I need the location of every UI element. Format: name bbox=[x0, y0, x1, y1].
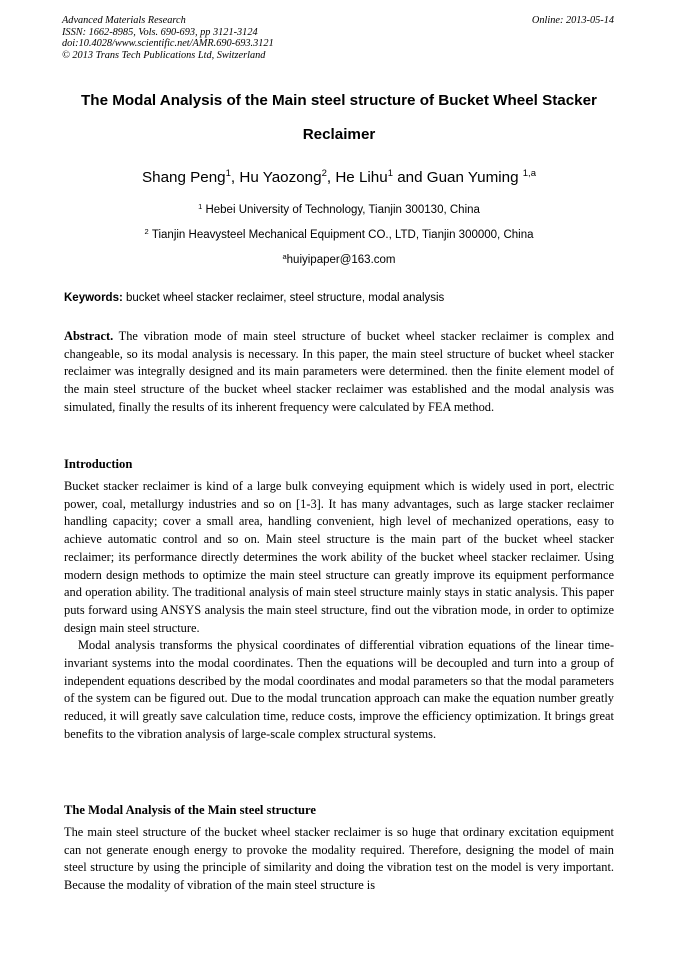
author-affiliation-mark: 1,a bbox=[522, 168, 536, 179]
author-list bbox=[40, 168, 638, 188]
abstract bbox=[64, 328, 614, 417]
keywords-text: bucket wheel stacker reclaimer, steel structure, modal analysis bbox=[126, 292, 445, 304]
paper-title-line-1: The Modal Analysis of the Main steel structure of Bucket Wheel Stacker bbox=[81, 92, 597, 109]
section2-body bbox=[64, 824, 614, 895]
affiliation-2 bbox=[40, 228, 638, 242]
doi-line: doi:10.4028/www.scientific.net/AMR.690-693.3121 bbox=[62, 38, 274, 50]
affiliation-text: Hebei University of Technology, Tianjin 300130, China bbox=[205, 204, 480, 216]
author-separator: , bbox=[326, 169, 336, 186]
online-date: Online: 2013-05-14 bbox=[531, 15, 614, 26]
author-email: huiyipaper@163.com bbox=[286, 254, 396, 266]
section-heading-modal-analysis: The Modal Analysis of the Main steel structure bbox=[64, 803, 316, 817]
paragraph: Bucket stacker reclaimer is kind of a large bulk conveying equipment which is widely used in port, electric power, coal, metallurgy industries and so on [1-3]. It has many advantages, such as large stacker reclaimer handling capacity; cover a small area, handling convenient, high level of mechanized operations, easy to achieve automatic control and so on. Main steel structure is the main part of the bucket wheel stacker reclaimer; its performance directly determines the work ability of the bucket wheel stacker reclaimer. Using modern design methods to optimize the main steel structure can greatly improve its equipment performance and operation ability. The traditional analysis of main steel structure mainly stays in static analysis. This paper puts forward using ANSYS analysis the main steel structure, find out the vibration mode, in order to optimize design main steel structure. bbox=[64, 479, 614, 635]
abstract-text: The vibration mode of main steel structure of bucket wheel stacker reclaimer is complex and changeable, so its modal analysis is necessary. In this paper, the main steel structure of bucket wheel stacker reclaimer was integrally designed and its main parameters were determined. then the finite element model of the main steel structure of the bucket wheel stacker reclaimer was established and the modal analysis was simulated, finally the results of its inherent frequency were calculated by FEA method. bbox=[64, 329, 614, 414]
author-name: He Lihu bbox=[335, 169, 388, 186]
paper-title-line-2: Reclaimer bbox=[302, 126, 376, 143]
author-separator: , bbox=[230, 169, 240, 186]
affiliation-mark: a bbox=[282, 252, 287, 261]
copyright-line: © 2013 Trans Tech Publications Ltd, Switzerland bbox=[62, 49, 266, 61]
affiliation-1 bbox=[40, 203, 638, 217]
affiliation-email bbox=[40, 253, 638, 267]
author-separator: and bbox=[392, 169, 427, 186]
issn-line: ISSN: 1662-8985, Vols. 690-693, pp 3121-3124 bbox=[62, 26, 258, 38]
keywords-line bbox=[64, 291, 616, 305]
section-heading-introduction: Introduction bbox=[64, 457, 133, 471]
abstract-label: Abstract. bbox=[64, 329, 114, 343]
affiliation-mark: 1 bbox=[198, 202, 203, 211]
affiliation-text: Tianjin Heavysteel Mechanical Equipment CO., LTD, Tianjin 300000, China bbox=[151, 229, 534, 241]
paragraph: Modal analysis transforms the physical coordinates of differential vibration equations of the linear time-invariant systems into the modal coordinates. Then the equations will be decoupled and turn into a group of independent equations described by the modal coordinates and modal parameters so that the modal parameters of the system can be figured out. Due to the modal truncation approach can make the equation number greatly reduced, it will greatly save calculation time, reduce costs, improve the efficiency optimization. It brings great benefits to the vibration analysis of large-scale complex structural systems. bbox=[64, 638, 614, 741]
author-affiliation-mark: 1 bbox=[387, 168, 393, 179]
affiliation-mark: 2 bbox=[144, 227, 149, 236]
author-name: Guan Yuming bbox=[426, 169, 519, 186]
paragraph: The main steel structure of the bucket wheel stacker reclaimer is so huge that ordinary excitation equipment can not generate enough energy to provoke the modality required. Therefore, designing the model of main steel structure by using the principle of similarity and doing the vibration test on the model is very important. Because the modality of vibration of the main steel structure is bbox=[64, 825, 614, 893]
journal-name: Advanced Materials Research bbox=[62, 15, 186, 26]
journal-header bbox=[62, 15, 614, 61]
introduction-body bbox=[64, 478, 614, 744]
keywords-label: Keywords: bbox=[64, 292, 123, 304]
author-affiliation-mark: 2 bbox=[321, 168, 327, 179]
author-affiliation-mark: 1 bbox=[225, 168, 231, 179]
author-name: Hu Yaozong bbox=[239, 169, 322, 186]
author-name: Shang Peng bbox=[142, 169, 226, 186]
